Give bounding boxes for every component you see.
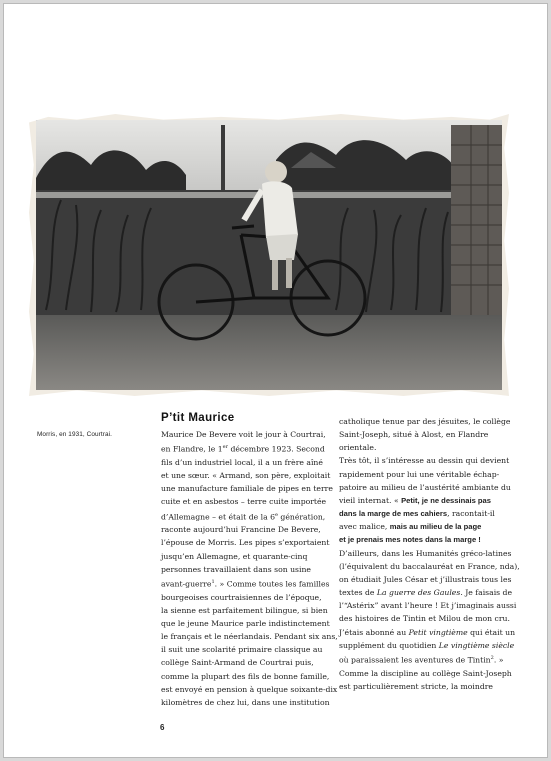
text-line: cuite et en asbestos – terre cuite importée xyxy=(161,497,327,507)
text-line: raconte aujourd’hui Francine De Bevere, xyxy=(161,525,321,535)
text-line: le français et le néerlandais. Pendant six ans, xyxy=(161,632,338,642)
text-line: fils d’un industriel local, il a un frère aîné xyxy=(161,457,323,467)
text-line: dans la marge de mes cahiers, racontait-il xyxy=(339,509,495,519)
text-line: personnes travaillaient dans son usine xyxy=(161,564,311,574)
text-line: une manufacture familiale de pipes en terre xyxy=(161,484,333,494)
text-line: est particulièrement stricte, la moindre xyxy=(339,681,493,691)
text-line: d’Allemagne – et était de la 6e génération, xyxy=(161,511,326,522)
vintage-photo-frame xyxy=(29,114,509,396)
book-page xyxy=(3,3,548,758)
text-line: l’épouse de Morris. Les pipes s’exportaient xyxy=(161,538,330,548)
photo-caption: Morris, en 1931, Courtrai. xyxy=(37,431,113,438)
text-line: la sienne est parfaitement bilingue, si bien xyxy=(161,605,328,615)
text-line: Saint-Joseph, situé à Alost, en Flandre xyxy=(339,430,489,440)
photo-illustration xyxy=(36,120,502,390)
text-line: et une sœur. « Armand, son père, exploitait xyxy=(161,471,331,481)
text-line: jusqu’en Allemagne, et quarante-cinq xyxy=(161,551,308,561)
text-line: supplément du quotidien Le vingtième siècle xyxy=(339,640,515,650)
text-line: (l’équivalent du baccalauréat en France, nda), xyxy=(339,561,520,571)
text-line: Comme la discipline au collège Saint-Joseph xyxy=(339,668,512,678)
text-line: Très tôt, il s’intéresse au dessin qui devient xyxy=(339,456,510,466)
text-line: collège Saint-Armand de Courtrai puis, xyxy=(161,658,314,668)
text-line: que le jeune Maurice parle indistinctement xyxy=(161,618,330,628)
text-line: rapidement pour lui une véritable échap- xyxy=(339,469,500,479)
text-column-right xyxy=(339,415,520,693)
text-line: on étudiait Jules César et j’illustrais tous les xyxy=(339,574,512,584)
photo-child-on-bicycle xyxy=(36,120,502,390)
text-line: kilomètres de chez lui, dans une institution xyxy=(161,697,330,707)
text-line: et je prenais mes notes dans la marge ! xyxy=(339,535,481,545)
text-line: D’ailleurs, dans les Humanités gréco-latines xyxy=(339,548,512,558)
text-line: comme la plupart des fils de bonne famille, xyxy=(161,671,330,681)
text-line: où paraissaient les aventures de Tintin$^2$. » xyxy=(339,654,504,665)
text-line: avec malice, mais au milieu de la page xyxy=(339,522,482,532)
text-line: des histoires de Tintin et Milou de mon cru. xyxy=(339,614,510,624)
text-line: vieil internat. « Petit, je ne dessinais pas xyxy=(339,495,491,505)
text-line: J’étais abonné au Petit vingtième qui était un xyxy=(339,627,516,637)
text-line: l’“Astérix” avant l’heure ! Et j’imaginais aussi xyxy=(339,601,517,611)
text-line: orientale. xyxy=(339,443,377,453)
text-line: textes de La guerre des Gaules. Je faisais de xyxy=(339,588,513,598)
text-line: patoire au milieu de l’austérité ambiante du xyxy=(339,482,511,492)
text-column-left xyxy=(161,428,338,709)
text-line: est envoyé en pension à quelque soixante-dix xyxy=(161,684,338,694)
text-line: avant-guerre$^1$. » Comme toutes les familles xyxy=(161,578,330,589)
text-line: catholique tenue par des jésuites, le collège xyxy=(339,417,511,426)
page-number: 6 xyxy=(160,723,165,732)
text-line: bourgeoises courtraisiennes de l’époque, xyxy=(161,592,322,602)
section-heading: P’tit Maurice xyxy=(161,412,235,424)
text-line: Maurice De Bevere voit le jour à Courtrai, xyxy=(161,430,326,439)
text-line: il suit une scolarité primaire classique au xyxy=(161,645,323,655)
text-line: en Flandre, le 1er décembre 1923. Second xyxy=(161,444,325,454)
